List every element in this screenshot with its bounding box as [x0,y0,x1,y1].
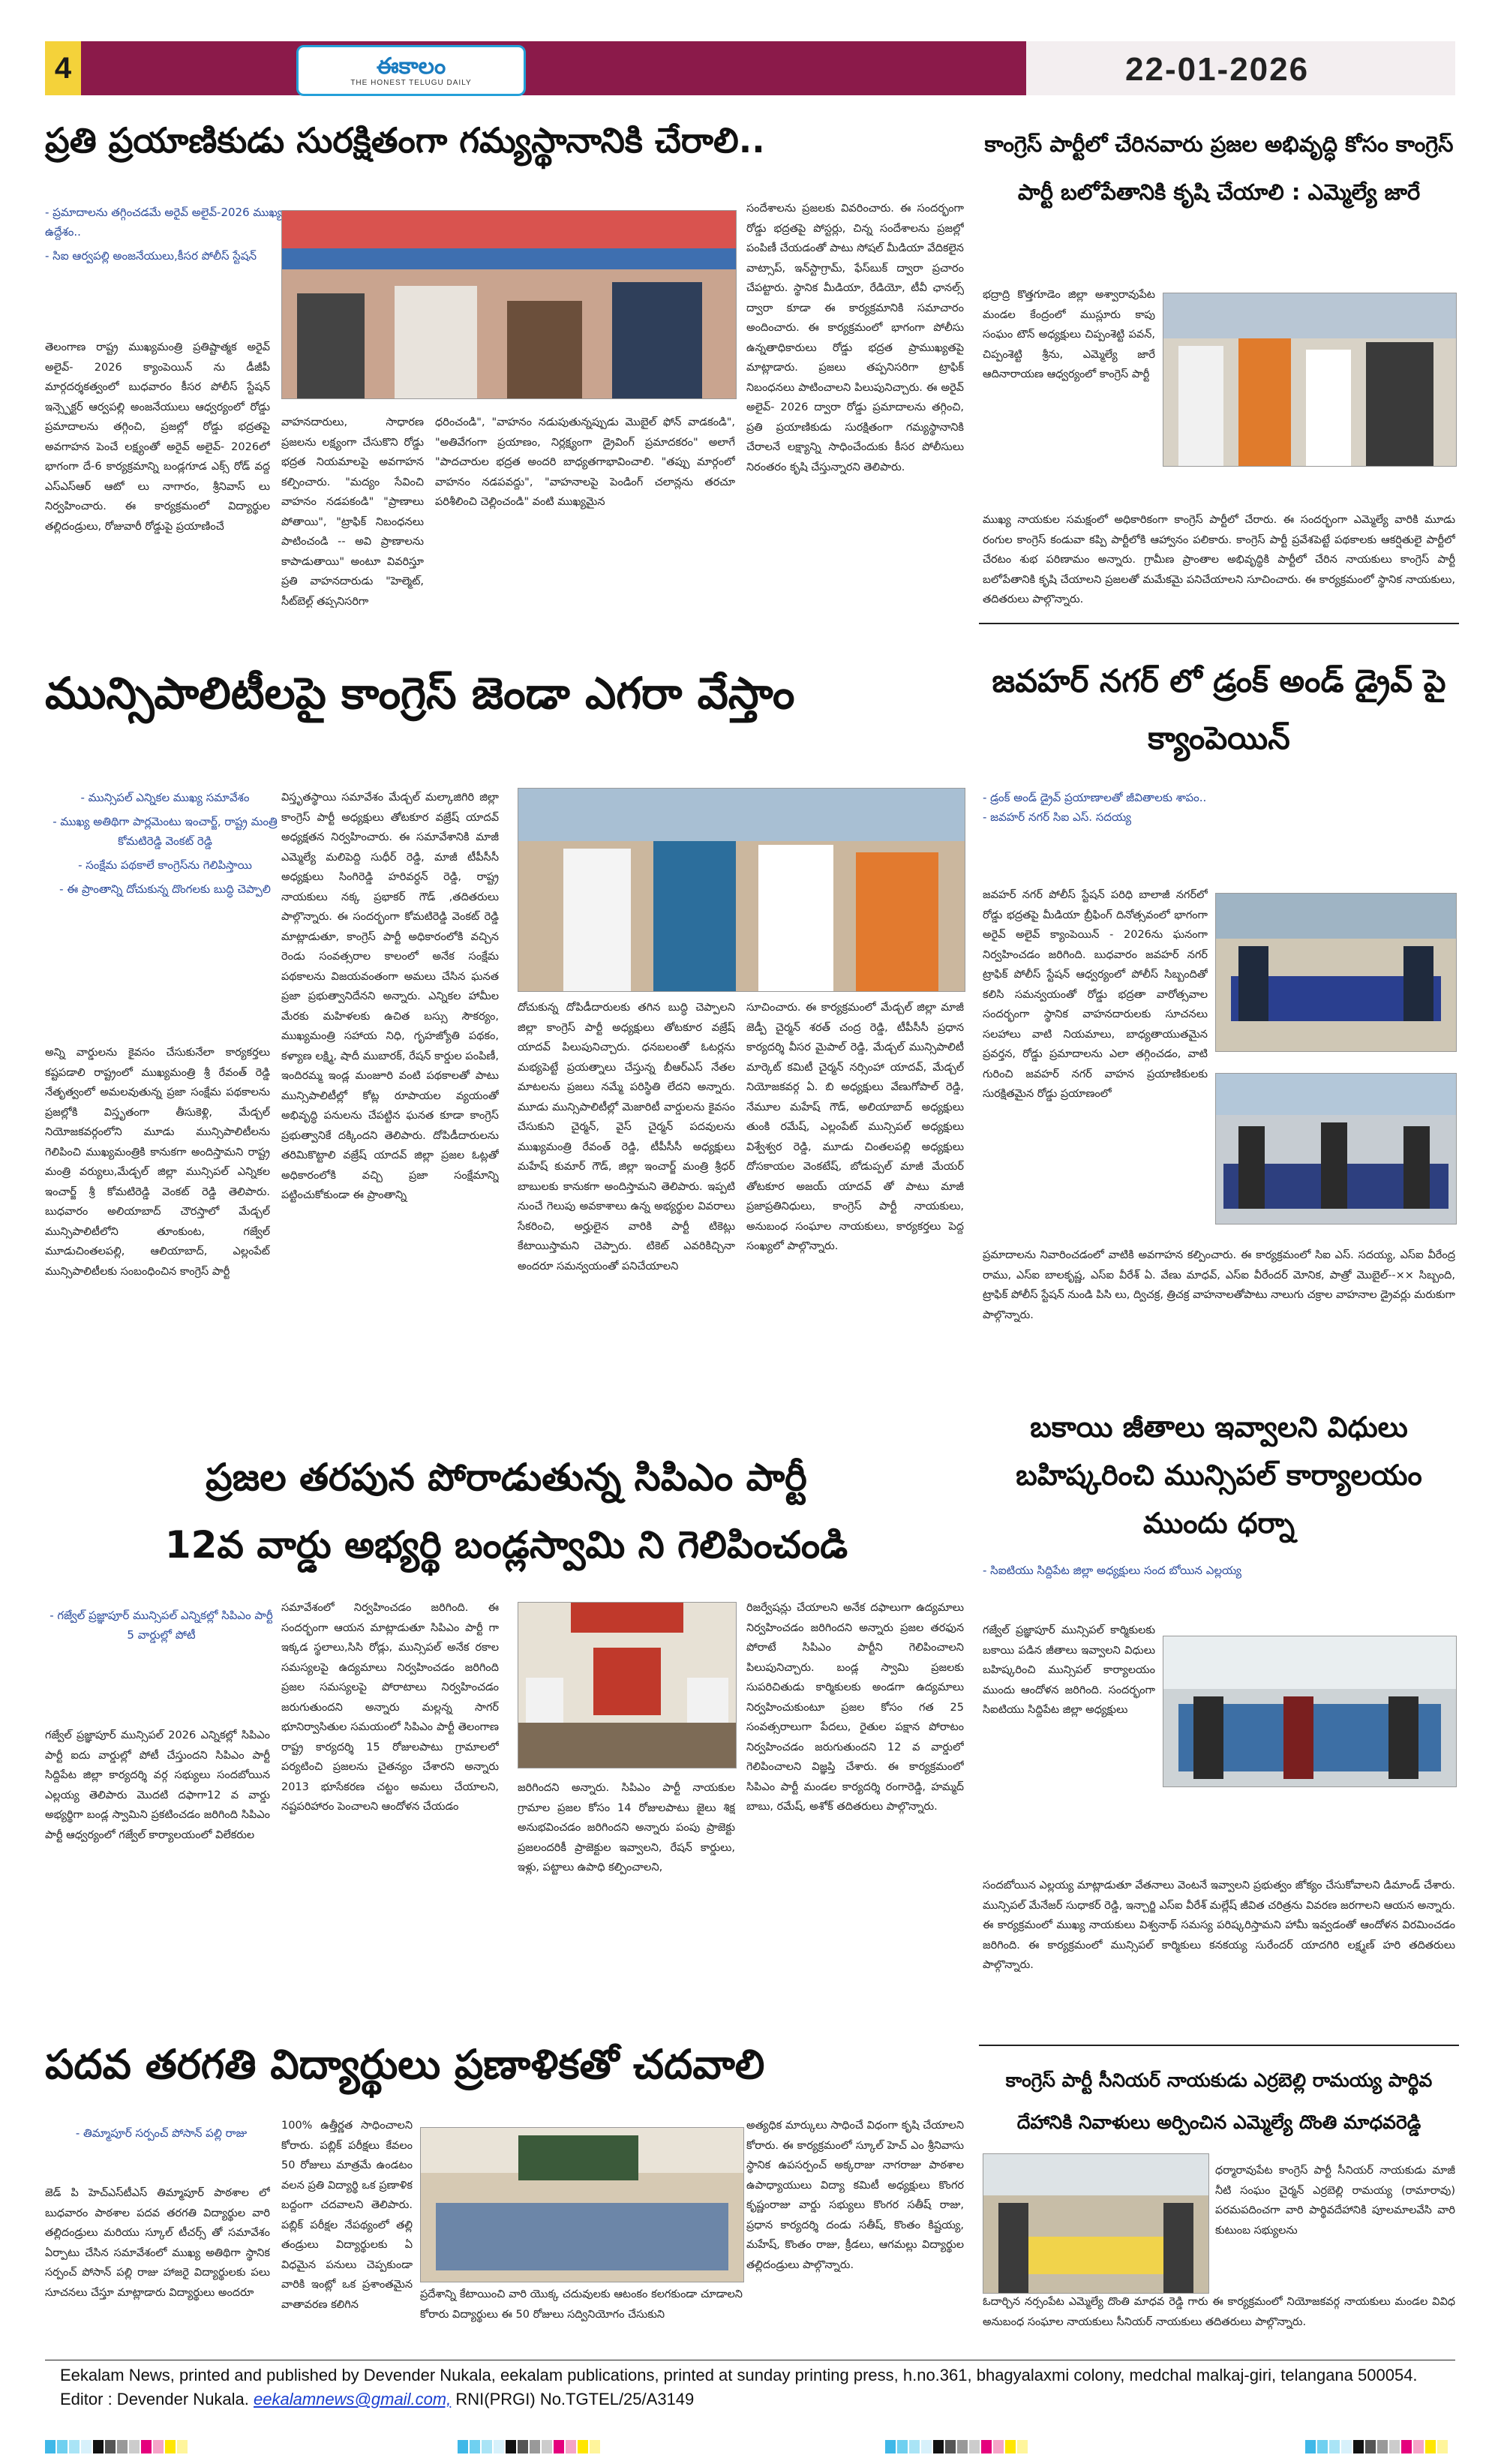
color-swatch [1365,2440,1376,2453]
color-swatch [165,2440,176,2453]
imprint-footer [60,2363,1433,2411]
color-swatch [897,2440,908,2453]
article-text-col4: రిజర్వేషన్లు చేయాలని అనేక దఫాలుగా ఉద్యమాలు నిర్వహించడం జరిగిందని అన్నారు ప్రజల తరఫున పోరాటే సిపిఎం పార్టీని గెలిపించాలని పిలుపునిచ్చారు. బండ్ల స్వామి ప్రజలకు సుపరిచితుడు కార్మికులకు అండగా ఉద్యమాలు నిర్వహించుకుంటూ ప్రజల కోసం గత 25 సంవత్సరాలుగా పేదలు, రైతుల పక్షాన పోరాటం నిర్వహించడం జరుగుతుందని 12 వ వార్డులో గెలిపించాలని విజ్ఞప్తి చేశారు. ఈ కార్యక్రమంలో సిపిఎం పార్టీ మండల కార్యదర్శి రంగారెడ్డి, హమ్మద్ బాబు, రమేష్, అశోక్ తదితరులు పాల్గొన్నారు. [746,1602,964,1813]
color-swatch [482,2440,492,2453]
color-swatch [69,2440,80,2453]
article-text-col4: సందేశాలను ప్రజలకు వివరించారు. ఈ సందర్భంగా రోడ్డు భద్రతపై పోస్టర్లు, చిన్న సందేశాలను ప్రజల్లో పంపిణీ చేయడంతో పాటు సోషల్ మీడియా వేదికలైన వాట్సాప్, ఇన్‌స్టాగ్రామ్, ఫేస్‌బుక్ ద్వారా ప్రచారం చేపట్టారు. స్థానిక మీడియా, రేడియో, టీవీ ఛానల్స్ ద్వారా కూడా ఈ కార్యక్రమానికి సమాచారం అందించారు. ఈ కార్యక్రమంలో భాగంగా పోలీసు ఉన్నతాధికారులు రోడ్డు భద్రత ప్రాముఖ్యతపై మాట్లాడారు. ప్రజలు తప్పనిసరిగా ట్రాఫిక్ నిబంధనలు పాటించాలని పిలుపునిచ్చారు. ఈ అరైవ్ అలైవ్- 2026 ద్వారా రోడ్డు ప్రమాదాలను తగ్గించి, ప్రతి ప్రయాణికుడు సురక్షితంగా గమ్యస్థానానికి చేరాలనే లక్ష్యాన్ని సాధించేందుకు కీసర పోలీసులు నిరంతరం కృషి చేస్తున్నారని తెలిపారు. [746,203,964,473]
color-swatch [1341,2440,1352,2453]
photo-art [1163,1636,1456,1786]
article-subheads [45,203,285,266]
color-swatch [969,2440,980,2453]
photo-art [518,789,965,991]
color-swatch [957,2440,968,2453]
color-swatch [945,2440,956,2453]
article-text-col1: గజ్వేల్ ప్రజ్ఞాపూర్ మున్సిపల్ కార్మికులకు బకాయి పడిన జీతాలు ఇవ్వాలని విధులు బహిష్కరించి మున్సిపల్ కార్యాలయం ముందు ఆందోళన జరిగింది. సందర్భంగా సిఐటియు సిద్దిపేట జిల్లా అధ్యక్షులు [983,1624,1155,1716]
article-text-body: ప్రమాదాలను నివారించడంలో వాటికి అవగాహన కల్పించారు. ఈ కార్యక్రమంలో సిఐ ఎస్. సదయ్య, ఎస్ఐ వీరేంద్ర రాము, ఎస్ఐ బాలకృష్ణ, ఎస్‌ఐ వీరేశ్ ఏ. వేణు మాధవ్, ఎస్ఐ వీరేందర్ మోనిక, పాత్రో మొబైల్--×× సిబ్బంది, ట్రాఫిక్ పోలీస్ స్టేషన్ నుండి పిసి లు, ద్విచక్ర, త్రిచక్ర వాహనాలతోపాటు నాలుగు చక్రాల వాహనాల డ్రైవర్లు మరుకుగా పాల్గొన్నారు. [983,1249,1455,1321]
article-text-col3: ధరించండి", "వాహనం నడుపుతున్నప్పుడు మొబైల్ ఫోన్ వాడకండి", "అతివేగంగా ప్రయాణం, నిర్లక్ష్యంగా డ్రైవింగ్ ప్రమాదకరం" అలాగే "పాదచారుల భద్రత అందరి బాధ్యతగాభావించాలి. "తప్పు మార్గంలో వాహనం నడపవద్దు", "వాహనాలపై పెండింగ్ చలాన్లను తరచూ పరిశీలించి చెల్లించండి" వంటి ముఖ్యమైన [435,416,735,508]
article-headline: ప్రజల తరపున పోరాడుతున్న సిపిఎం పార్టీ [206,1456,807,1499]
photo-art [1216,1074,1456,1224]
color-swatch [590,2440,600,2453]
color-swatch [1353,2440,1364,2453]
color-swatch [921,2440,932,2453]
color-swatch [1437,2440,1448,2453]
article-subheads [45,2123,278,2143]
subhead: - ప్రమాదాలను తగ్గించడమే అరైవ్ అలైవ్-2026 ముఖ్య ఉద్దేశం.. [45,206,283,239]
article-headline: కాంగ్రెస్ పార్టీలో చేరినవారు ప్రజల అభివృద్ధి కోసం కాంగ్రెస్ పార్టీ బలోపేతానికి కృషి చేయాలి : ఎమ్మెల్యే జారే [984,131,1454,205]
article-text-col1: అన్ని వార్డులను కైవసం చేసుకునేలా కార్యకర్తలు కష్టపడాలి రాష్ట్రంలో ముఖ్యమంత్రి శ్రీ రేవంత్ రెడ్డి నేతృత్వంలో అమలవుతున్న ప్రజా సంక్షేమ పథకాలను ప్రజల్లోకి విస్తృతంగా తీసుకెళ్లి, మేడ్చల్ నియోజకవర్గంలోని మూడు మున్సిపాలిటీలను గెలిపించి ముఖ్యమంత్రికి కానుకగా అందిస్తామని రాష్ట్ర మంత్రి వర్యులు,మేడ్చల్ జిల్లా మున్సిపల్ ఎన్నికల ఇంచార్జ్ శ్రీ కోమటిరెడ్డి వెంకట్ రెడ్డి తెలిపారు. బుధవారం అలియాబాద్ చౌరస్తాలో మేడ్చల్ మున్సిపాలిటీలోని తూంకుంట, గజ్వేల్ మూడుచింతలపల్లి, ఆలియాబాద్, ఎల్లంపేట్ మున్సిపాలిటీలకు సంబంధించిన కాంగ్రెస్ పార్టీ [45,1047,270,1278]
color-swatch [578,2440,588,2453]
photo-art [1216,894,1456,1051]
photo-art [518,1603,736,1768]
article-text-col2: వాహనదారులు, సాధారణ ప్రజలను లక్ష్యంగా చేసుకొని రోడ్డు భద్రత నియమాలపై అవగాహన కల్పించారు. "మద్యం సేవించి వాహనం నడపకండి" "ప్రాణాలు పోతాయి", "ట్రాఫిక్ నిబంధనలు పాటించండి -- అవి ప్రాణాలను కాపాడుతాయి" అంటూ వివరిస్తూ ప్రతి వాహనదారుడు "హెల్మెట్, సీట్‌బెల్ట్ తప్పనిసరిగా [281,416,424,608]
page-number: 4 [45,41,81,95]
color-swatch [494,2440,504,2453]
issue-date: 22-01-2026 [1125,51,1310,88]
article-photo [518,1602,737,1768]
article-text-col2: 100% ఉత్తీర్ణత సాధించాలని కోరారు. పబ్లిక్ పరీక్షలు కేవలం 50 రోజులు మాత్రమే ఉండటం వలన ప్రతి విద్యార్థి ఒక ప్రణాళిక బద్దంగా చదవాలని తెలిపారు. పబ్లిక్ పరీక్షల నేపథ్యంలో తల్లి తండ్రులు విద్యార్థులకు ఏ విధమైన పనులు చెప్పకుండా వారికి ఇంట్లో ఒక ప్రశాంతమైన వాతావరణ కలిగిన [281,2120,413,2311]
color-swatch [117,2440,128,2453]
article-text-col3: దోచుకున్న దోపిడీదారులకు తగిన బుద్ధి చెప్పాలని జిల్లా కాంగ్రెస్ పార్టీ అధ్యక్షులు తోటకూర వజ్రేష్ యాదవ్ పిలుపునిచ్చారు. ధనబలంతో ఓటర్లను మభ్యపెట్టే ప్రయత్నాలు చేస్తున్న బీఆర్ఎస్ నేతల మాటలను ప్రజలు నమ్మే పరిస్థితి లేదని అన్నారు. మూడు మున్సిపాలిటీల్లో మెజారిటీ వార్డులను కైవసం చేసుకుని చైర్మన్, వైస్ చైర్మన్ పదవులను ముఖ్యమంత్రి రేవంత్ రెడ్డి, టీపీసీసీ అధ్యక్షులు మహేష్ కుమార్ గౌడ్, జిల్లా ఇంచార్జ్ మంత్రి శ్రీధర్ బాబులకు కానుకగా అందిస్తామని తెలిపారు. ఇప్పటి నుంచే గెలుపు అవకాశాలు ఉన్న అభ్యర్థుల వివరాలు సేకరించి, అర్హులైన వారికి పార్టీ టికెట్లు కేటాయిస్తామని చెప్పారు. టికెట్ ఎవరికిచ్చినా అందరూ సమన్వయంతో పనిచేయాలని [518,1002,735,1273]
photo-art [282,211,736,398]
article-photo [518,788,965,992]
color-swatch [530,2440,540,2453]
article-text-col4: అత్యధిక మార్కులు సాధించే విధంగా కృషి చేయాలని కోరారు. ఈ కార్యక్రమంలో స్కూల్ హెచ్ ఎం శ్రీనివాసు స్థానిక ఉపసర్పంచ్ అక్కరాజు నాగరాజు పాఠశాల ఉపాధ్యాయులు విద్యా కమిటీ అధ్యక్షులు కొంగర కృష్ణంరాజు వార్డు సభ్యులు కొంగర సతీష్ రాజు, ప్రధాన కార్యదర్శి దండు సతీష్, కొంతం కిష్టయ్య, మహేష్, కొంతం రాజు, క్రీడలు, ఆగమల్లు విద్యార్థుల తల్లిదండ్రులు పాల్గొన్నారు. [746,2120,964,2271]
article-text-body: సందబోయిన ఎల్లయ్య మాట్లాడుతూ వేతనాలు వెంటనే ఇవ్వాలని ప్రభుత్వం జోక్యం చేసుకోవాలని డిమాండ్ చేశారు. మున్సిపల్ మేనేజర్ సుధాకర్ రెడ్డి, ఇన్చార్జి ఎస్ఐ వీరేశ్ మల్లేష్ జీవిత చరిత్రను వివరణ జరగాలని ఆయన అన్నారు. ఈ కార్యక్రమంలో ముఖ్య నాయకులు విశ్వనాథ్ సమస్య పరిష్కరిస్తామని హామీ ఇవ్వడంతో ఆందోళన విరమించడం జరిగింది. ఈ కార్యక్రమంలో మున్సిపల్ కార్మికులు కనకయ్య సురేందర్ యాదగిరి లక్ష్మణ్ హరి తదితరులు పాల్గొన్నారు. [983,1880,1455,1971]
imprint-text: Eekalam News, printed and published by Devender Nukala, eekalam publications, printed at sunday printing press, h.no.361, bhagyalaxmi colony, medchal malkaj-giri, telangana 500054. Editor : Devender Nukala. [60,2366,1418,2408]
subhead: - తిమ్మాపూర్ సర్పంచ్ పోసాన్ పల్లి రాజు [75,2126,248,2140]
article-photo [1163,1636,1457,1787]
article-photo [1163,293,1457,467]
article-headline: ప్రతి ప్రయాణికుడు సురక్షితంగా గమ్యస్థానానికి చేరాలి.. [45,120,765,161]
article-photo [1215,1073,1457,1224]
photo-art [421,2128,743,2282]
article-subheads [45,1606,278,1645]
article-text-col2: సమావేశంలో నిర్వహించడం జరిగింది. ఈ సందర్భంగా ఆయన మాట్లాడుతూ సిపిఎం పార్టీ గా ఇక్కడ స్థలాలు,సిసి రోడ్లు, మున్సిపల్ అనేక రకాల సమస్యలపై ఉద్యమాలు నిర్వహించడం జరిగింది ప్రజల సమస్యలపై పోరాటాలు నిర్వహించడం జరుగుతుందని అన్నారు మల్లన్న సాగర్ భూనిర్వాసితుల సమయంలో సిపిఎం పార్టీ తెలంగాణ రాష్ట్ర కార్యదర్శి 15 రోజులపాటు గ్రామాలలో పర్యటించి ప్రజలను చైతన్యం చేశారని అన్నారు 2013 భూసేకరణ చట్టం అమలు చేయాలని, నష్టపరిహారం పెంచాలని ఆందోళన చేయడం [281,1602,499,1813]
color-swatch [45,2440,56,2453]
color-swatch [105,2440,116,2453]
divider [979,2045,1459,2046]
color-swatch [1329,2440,1340,2453]
article-text-col1: జవహర్ నగర్ పోలీస్ స్టేషన్ పరిధి బాలాజీ నగర్‌లో రోడ్డు భద్రతపై మీడియా బ్రీఫింగ్ దినోత్సవంలో భాగంగా అరైవ్ అలైవ్ క్యాంపెయిన్ - 2026ను ఘనంగా నిర్వహించడం జరిగింది. బుధవారం జవహర్ నగర్ ట్రాఫిక్ పోలీస్ స్టేషన్ ఆధ్వర్యంలో పోలీస్ సిబ్బందితో కలిసి సమన్వయంతో రోడ్డు భద్రతా వారోత్సవాల సందర్భంగా స్థానిక వాహనదారులకు సూచనలు సలహాలు వాటి నియమాలు, బాధ్యతాయుతమైన ప్రవర్తన, రోడ్డు ప్రమాదాలను ఎలా తగ్గించడం, వాటి గురించి జవహర్ నగర్ వాహన ప్రయాణికులకు సురక్షితమైన రోడ్డు ప్రయాణంలో [983,889,1208,1100]
subhead: - సిఐ ఆర్వపల్లి అంజనేయులు,కీసర పోలీస్ స్టేషన్ [45,249,257,263]
color-swatch [933,2440,944,2453]
article-text-col1: తెలంగాణ రాష్ట్ర ముఖ్యమంత్రి ప్రతిష్టాత్మక అరైవ్ అలైవ్- 2026 క్యాంపెయిన్ ను డీజీపీ మార్గదర్శకత్వంలో బుధవారం కీసర పోలీస్ స్టేషన్ ఇన్స్పెక్టర్ ఆర్వపల్లి అంజనేయులు ఆధ్వర్యంలో రోడ్డు ప్రమాదాలను తగ్గించి, ప్రజల్లో రోడ్డు భద్రతపై అవగాహన పెంచే లక్ష్యంతో అరైవ్ అలైవ్- 2026లో భాగంగా దే-6 కార్యక్రమాన్ని బండ్లగూడ ఎక్స్ రోడ్ వద్ద ఎస్ఎస్ఆర్ ఆటో లు నాగారం, శ్రీనివాస్ లు నిర్వహించారు. ఈ కార్యక్రమంలో విద్యార్థుల తల్లిదండ్రులు, రోజువారీ రోడ్డుపై ప్రయాణించే [45,341,270,533]
photo-art [983,2154,1208,2293]
article-text-body: ఓదార్చిన నర్సంపేట ఎమ్మెల్యే దొంతి మాధవ రెడ్డి గారు ఈ కార్యక్రమంలో నియోజకవర్గ నాయకులు మండల వివిధ అనుబంధ సంఘాల నాయకులు సీనియర్ నాయకులు తదితరులు పాల్గొన్నారు. [983,2296,1455,2328]
article-text-body: ముఖ్య నాయకుల సమక్షంలో అధికారికంగా కాంగ్రెస్ పార్టీలో చేరారు. ఈ సందర్భంగా ఎమ్మెల్యే వారికి మూడు రంగుల కాంగ్రెస్ కండువా కప్పి పార్టీలోకి ఆహ్వానం పలికారు. కాంగ్రెస్ పార్టీ ప్రవేశపెట్టే పథకాలకు ఆకర్షితులై పార్టీలో చేరటం శుభ పరిణామం అన్నారు. గ్రామీణ ప్రాంతాల అభివృద్ధికి పార్టీలో చేరిన నాయకులు కాంగ్రెస్ పార్టీ బలోపేతానికి కృషి చేయాలని ప్రజలతో మమేకమై పనిచేయాలని సూచించారు. ఈ కార్యక్రమంలో స్థానిక నాయకులు, తదితరులు పాల్గొన్నారు. [983,514,1455,605]
article-subheads [983,788,1455,827]
color-swatch [542,2440,552,2453]
color-swatch [81,2440,92,2453]
color-swatch [885,2440,896,2453]
article-text-col1: గజ్వేల్ ప్రజ్ఞాపూర్ మున్సిపల్ 2026 ఎన్నికల్లో సిపిఎం పార్టీ ఐదు వార్డుల్లో పోటీ చేస్తుందని సిపిఎం పార్టీ సిద్దిపేట జిల్లా కార్యదర్శి వర్గ సభ్యులు సందబోయిన ఎల్లయ్య తెలిపారు మొదటి దఫాగా12 వ వార్డు అభ్యర్థిగా బండ్ల స్వామిని ప్రకటించడం జరిగింది సిపిఎం పార్టీ ఆధ్వర్యంలో గజ్వేల్ కార్యాలయంలో విలేకరుల [45,1729,270,1841]
masthead-band [81,41,1026,95]
color-swatch [93,2440,104,2453]
article-headline: పదవ తరగతి విద్యార్థులు ప్రణాళికతో చదవాలి [45,2041,765,2088]
article-text-col1: భద్రాద్రి కొత్తగూడెం జిల్లా అశ్వారావుపేట మండల కేంద్రంలో ముస్లూరు కాపు సంఘం టౌన్ అధ్యక్షులు చిప్పంశెట్టి పవన్, చిప్పంశెట్టి శ్రీను, ఎమ్మెల్యే జారే ఆదినారాయణ ఆధ్వర్యంలో కాంగ్రెస్ పార్టీ [983,289,1155,380]
subhead: - మున్సిపల్ ఎన్నికల ముఖ్య సమావేశం [80,791,250,804]
newspaper-logo [296,45,526,96]
article-headline: బకాయి జీతాలు ఇవ్వాలని విధులు బహిష్కరించి మున్సిపల్ కార్యాలయం ముందు ధర్నా [1016,1411,1422,1540]
article-subheads [45,788,285,899]
subhead: - డ్రంక్ అండ్ డ్రైవ్ ప్రయాణాలతో జీవితాలకు శాపం.. [983,791,1207,804]
color-swatch [1401,2440,1412,2453]
article-photo [281,210,737,399]
color-swatch [1305,2440,1316,2453]
divider [979,623,1459,624]
color-swatch [993,2440,1004,2453]
subhead: - సిఐటియు సిద్దిపేట జిల్లా అధ్యక్షులు సంద బోయిన ఎల్లయ్య [983,1564,1242,1577]
article-photo [983,2153,1209,2294]
color-swatch [981,2440,992,2453]
color-swatch [470,2440,480,2453]
color-swatch [458,2440,468,2453]
article-photo [420,2127,744,2282]
color-swatch [518,2440,528,2453]
article-text-col1: ధర్మారావుపేట కాంగ్రెస్ పార్టీ సీనియర్ నాయకుడు మాజీ నీటి సంఘం చైర్మన్ ఎర్రబెల్లి రామయ్య (రామారావు) పరమపదించగా వారి పార్థివదేహానికి పూలమాలవేసి వారి కుటుంబ సభ్యులను [1215,2165,1455,2237]
subhead: - ముఖ్య అతిథిగా పార్లమెంటు ఇంచార్జ్, రాష్ట్ర మంత్రి కోమటిరెడ్డి వెంకట్ రెడ్డి [53,815,278,848]
color-swatch [141,2440,152,2453]
article-text-col4: సూచించారు. ఈ కార్యక్రమంలో మేడ్చల్ జిల్లా మాజీ జెడ్పీ చైర్మన్ శరత్ చంద్ర రెడ్డి, టీపీసీసీ ప్రధాన కార్యదర్శి వీసర మైపాల్ రెడ్డి, మేడ్చల్ మున్సిపాలిటీ మార్కెట్ కమిటీ చైర్మన్ నర్సింహా యాదవ్, మేడ్చల్ నియోజకవర్గ ఏ. బి అధ్యక్షులు వేణుగోపాల్ రెడ్డి, నేమూల మహేష్ గౌడ్, అలియాబాద్ అధ్యక్షులు తుంకి రమేష్, ఎల్లంపేట్ మున్సిపల్ అధ్యక్షులు విశ్వేశ్వర రెడ్డి, మూడు చింతలపల్లి అధ్యక్షులు దోసకాయల వెంకటేష్, బోడుప్పల్ మాజీ మేయర్ తోటకూర అజయ్ యాదవ్‌ తో పాటు మాజీ ప్రజాప్రతినిధులు, కాంగ్రెస్ పార్టీ నాయకులు, అనుబంధ సంఘాల నాయకులు, కార్యకర్తలు పెద్ద సంఖ్యలో పాల్గొన్నారు. [746,1002,964,1252]
subhead: - గజ్వేల్ ప్రజ్ఞాపూర్ మున్సిపల్ ఎన్నికల్లో సిపిఎం పార్టీ 5 వార్డుల్లో పోటీ [50,1609,273,1642]
article-text-col3: జరిగిందని అన్నారు. సిపిఎం పార్టీ నాయకుల గ్రామాల ప్రజల కోసం 14 రోజులపాటు జైలు శిక్ష అనుభవించడం జరిగిందని అన్నారు పంపు ప్రాజెక్టు ప్రజలందరికీ ప్రాజెక్టుల ఇవ్వాలని, రేషన్ కార్డులు, ఇళ్లు, పట్టాలు ఉపాధి కల్పించాలని, [518,1782,735,1874]
logo-tagline: THE HONEST TELUGU DAILY [350,78,472,87]
color-swatch [909,2440,920,2453]
color-swatch [129,2440,140,2453]
color-swatch [1425,2440,1436,2453]
photo-art [1163,293,1456,466]
article-headline: జవహర్ నగర్ లో డ్రంక్ అండ్ డ్రైవ్ పై క్యాంపెయిన్ [992,663,1446,756]
article-subheads [983,1561,1455,1580]
article-photo [1215,893,1457,1052]
subhead: - జవహర్ నగర్ సిఐ ఎస్. సదయ్య [983,810,1131,824]
article-headline: కాంగ్రెస్ పార్టీ సీనియర్ నాయకుడు ఎర్రబెల్లి రామయ్య పార్థివ దేహానికి నివాళులు అర్పించిన ఎమ్మెల్యే దొంతి మాధవరెడ్డి [1005,2069,1433,2133]
color-swatch [1389,2440,1400,2453]
subhead: - సంక్షేమ పథకాలే కాంగ్రెస్‌ను గెలిపిస్తాయి [78,858,252,872]
color-swatch [1377,2440,1388,2453]
color-swatch [177,2440,188,2453]
color-swatch [1005,2440,1016,2453]
color-swatch [506,2440,516,2453]
color-swatch [554,2440,564,2453]
logo-title: ఈకాలం [376,53,446,80]
article-text-col1: జెడ్ పి హెచ్ఎస్‌టీఎస్ తిమ్మాపూర్ పాఠశాల లో బుధవారం పాఠశాల పదవ తరగతి విద్యార్థుల వారి తల్లిదండ్రులు మరియు స్కూల్ టీచర్స్ తో సమావేశం ఏర్పాటు చేసిన సమావేశంలో ముఖ్య అతిథిగా స్థానిక సర్పంచ్ పోసాన్ పల్లి రాజు హాజరై విద్యార్థులకు పలు సూచనలు చేస్తూ మాట్లాడారు విద్యార్థులు అందరూ [45,2187,270,2299]
article-text-col2: విస్తృతస్థాయి సమావేశం మేడ్చల్ మల్కాజిగిరి జిల్లా కాంగ్రెస్ పార్టీ అధ్యక్షులు తోటకూర వజ్రేష్ యాదవ్ అధ్యక్షతన నిర్వహించారు. ఈ సమావేశానికి మాజీ ఎమ్మెల్యే మలిపెద్ది సుధీర్ రెడ్డి, మాజీ టీపీసీసీ అధ్యక్షులు సింగిరెడ్డి హరివర్ధన్ రెడ్డి, రాష్ట్ర నాయకులు నక్క ప్రభాకర్ గౌడ్ ,తదితరులు పాల్గొన్నారు. ఈ సందర్భంగా కోమటిరెడ్డి వెంకట్ రెడ్డి మాట్లాడుతూ, కాంగ్రెస్ పార్టీ అధికారంలోకి వచ్చిన రెండు సంవత్సరాల కాలంలో అనేక సంక్షేమ పథకాలను విజయవంతంగా అమలు చేసిన ఘనత ప్రజా ప్రభుత్వానిదేనని అన్నారు. ఎన్నికల హామీల మేరకు మహిళలకు ఉచిత బస్సు సౌకర్యం, ముఖ్యమంత్రి సహాయ నిధి, గృహజ్యోతి పథకం, కళ్యాణ లక్ష్మి, షాదీ ముబారక్, రేషన్ కార్డుల పంపిణీ, ఇందిరమ్మ ఇండ్ల మంజూరి వంటి పథకాలతో పాటు మున్సిపాలిటీల్లో కోట్ల రూపాయల వ్యయంతో అభివృద్ధి పనులను చేపట్టిన ఘనత కూడా కాంగ్రెస్ ప్రభుత్వానికే దక్కిందని తెలిపారు. దోపిడీదారులను తరిమికొట్టాలి వజ్రేష్ యాదవ్ జిల్లా ప్రజల ఓట్లతో అధికారంలోకి వచ్చి ప్రజా సంక్షేమాన్ని పట్టించుకోకుండా ఈ ప్రాంతాన్ని [281,792,499,1201]
color-swatch [566,2440,576,2453]
color-swatch [1413,2440,1424,2453]
rni-number: RNI(PRGI) No.TGTEL/25/A3149 [455,2390,695,2408]
article-headline: 12వ వార్డు అభ్యర్థి బండ్లస్వామి ని గెలిపించండి [164,1523,848,1567]
article-headline: మున్సిపాలిటీలపై కాంగ్రెస్ జెండా ఎగరా వేస్తాం [45,668,795,719]
color-swatch [153,2440,164,2453]
email-link[interactable]: eekalamnews@gmail.com, [254,2390,452,2408]
color-swatch [1017,2440,1028,2453]
color-swatch [57,2440,68,2453]
article-text-col3: ప్రదేశాన్ని కేటాయించి వారి యొక్క చదువులకు ఆటంకం కలగకుండా చూడాలని కోరారు విద్యార్థులు ఈ 50 రోజులు సద్వినియోగం చేసుకుని [420,2288,743,2321]
color-swatch [1317,2440,1328,2453]
subhead: - ఈ ప్రాంతాన్ని దోచుకున్న దొంగలకు బుద్ధి చెప్పాలి [59,882,271,896]
